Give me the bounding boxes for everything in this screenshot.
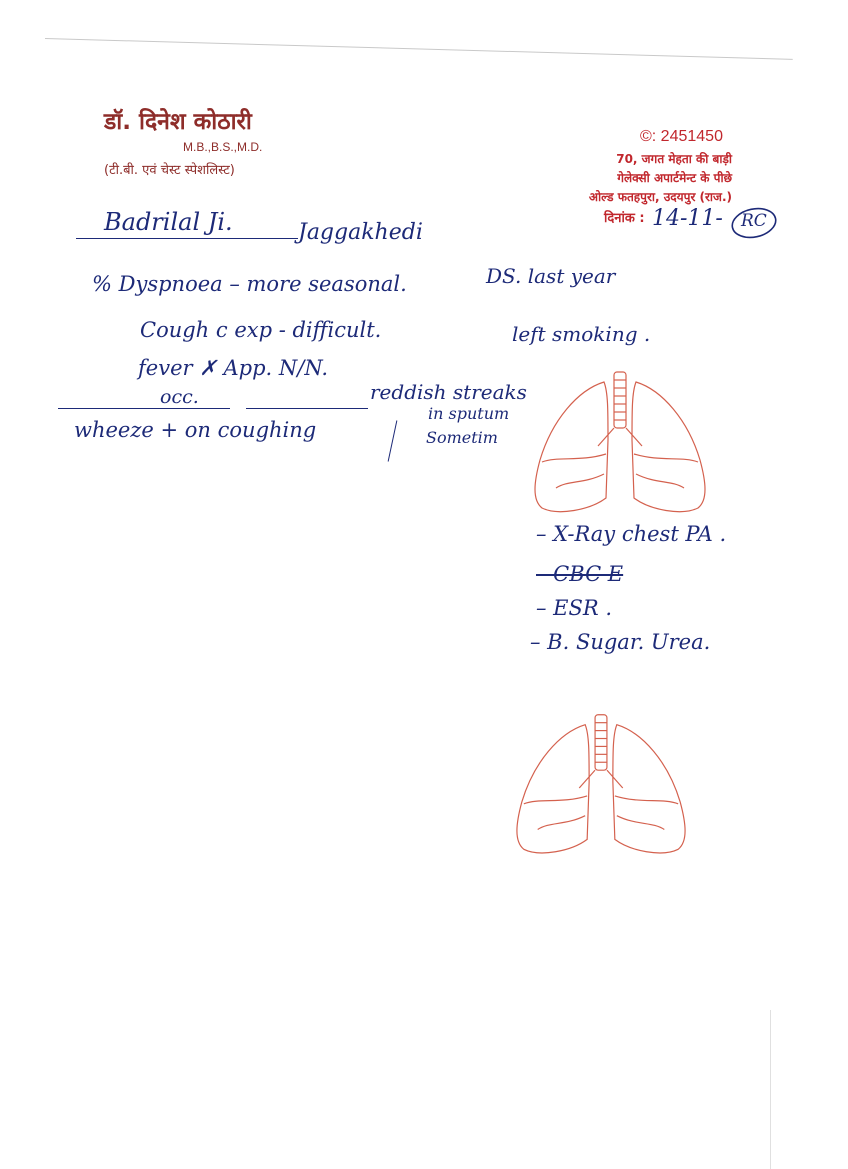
lungs-diagram-upper <box>528 370 712 516</box>
complaint-line-8: Sometim <box>426 428 498 447</box>
bracket-stroke <box>388 420 398 461</box>
investigation-1: – X-Ray chest PA . <box>536 522 727 546</box>
investigation-3: – ESR . <box>536 596 613 620</box>
history-line-1: DS. last year <box>486 264 616 288</box>
doctor-name: डॉ. दिनेश कोठारी <box>104 109 252 135</box>
phone-number: ©: 2451450 <box>640 128 723 145</box>
patient-underline <box>76 238 298 239</box>
patient-place: Jaggakhedi <box>298 220 423 245</box>
patient-name: Badrilal Ji. <box>104 208 233 236</box>
complaint-line-6: in sputum <box>428 404 510 423</box>
date-label: दिनांक : <box>604 211 645 226</box>
lungs-diagram-lower <box>510 712 692 858</box>
complaint-line-3: fever ✗ App. N/N. <box>138 356 329 380</box>
initials-stamp <box>730 206 778 240</box>
doctor-degrees: M.B.,B.S.,M.D. <box>183 140 263 154</box>
complaint-line-5: reddish streaks <box>370 380 527 404</box>
complaint-line-1: % Dyspnoea – more seasonal. <box>92 272 407 296</box>
doctor-specialty: (टी.बी. एवं चेस्ट स्पेशलिस्ट) <box>104 163 235 178</box>
complaint-line-7: wheeze + on coughing <box>74 418 317 442</box>
top-rule <box>45 38 793 60</box>
edge-line <box>770 1010 771 1169</box>
occ-underline-2 <box>246 408 368 409</box>
occ-underline <box>58 408 230 409</box>
complaint-line-2: Cough c exp - difficult. <box>140 318 382 342</box>
address-line-2: गेलेक्सी अपार्टमेन्ट के पीछे <box>617 171 732 185</box>
lungs-icon <box>510 712 692 858</box>
investigation-2: – CBC E <box>536 562 624 586</box>
investigation-4: – B. Sugar. Urea. <box>530 630 711 654</box>
history-line-2: left smoking . <box>512 322 651 346</box>
initials-text: RC <box>741 211 767 231</box>
address-line-3: ओल्ड फतहपुरा, उदयपुर (राज.) <box>588 190 732 204</box>
lungs-icon <box>528 370 712 516</box>
date-value: 14-11- <box>652 206 723 231</box>
address-line-1: 70, जगत मेहता की बाड़ी <box>616 152 732 166</box>
complaint-line-4: occ. <box>160 386 199 408</box>
